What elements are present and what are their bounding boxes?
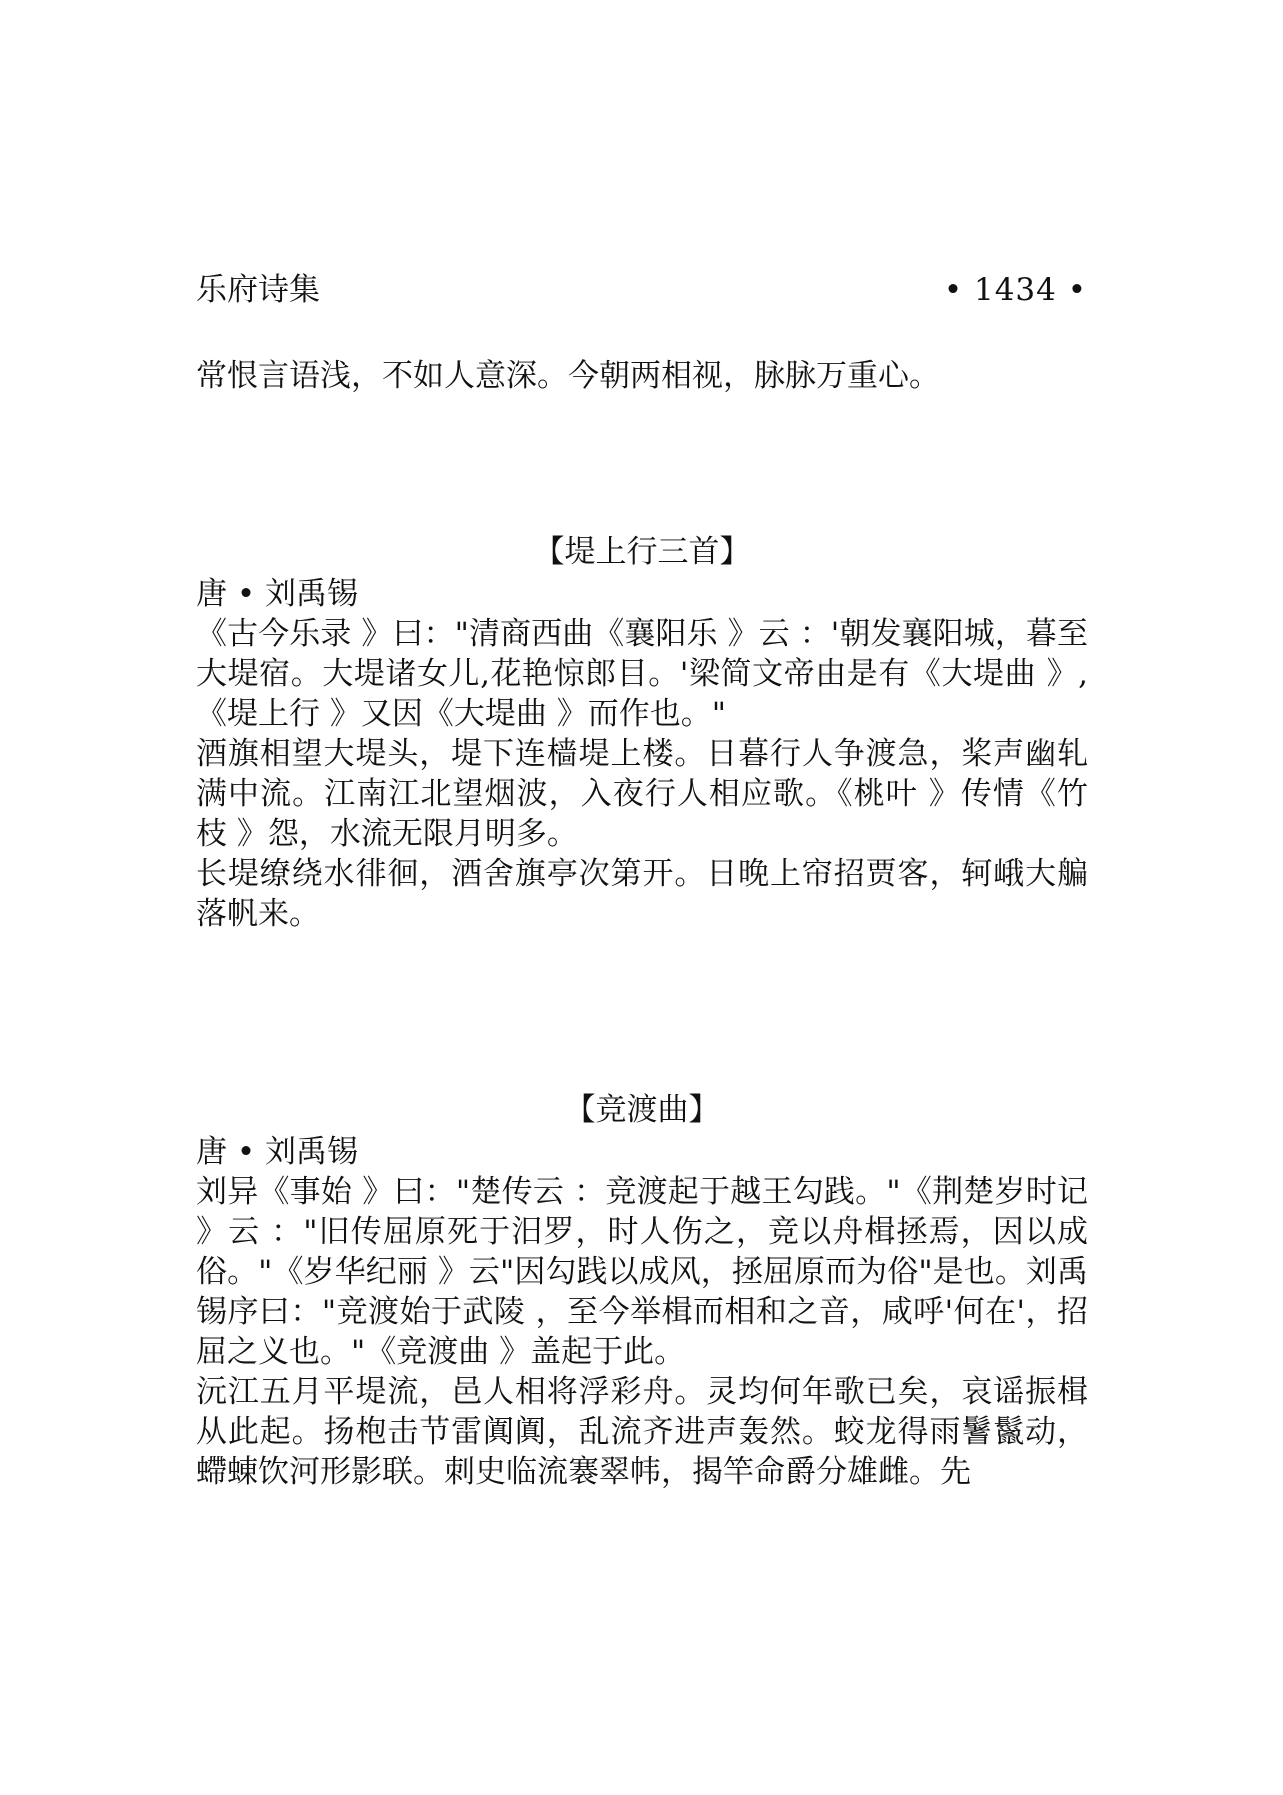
poem-paragraph: 酒旗相望大堤头，堤下连樯堤上楼。日暮行人争渡急，桨声幽轧满中流。江南江北望烟波，入夜行人相应歌。《桃叶 》传情《竹枝 》怨，水流无限月明多。 (196, 736, 1088, 852)
section-author: 唐 • 刘禹锡 (196, 576, 358, 612)
poem-paragraph: 长堤缭绕水徘徊，酒舍旗亭次第开。日晚上帘招贾客，轲峨大艑落帆来。 (196, 856, 1088, 932)
page-header (196, 268, 1087, 312)
intro-block (196, 356, 1088, 396)
section-jingduqu (196, 1088, 1088, 1492)
section-title: 【竞渡曲】 (564, 1092, 720, 1128)
section-dishangxing (196, 530, 1088, 934)
section-author: 唐 • 刘禹锡 (196, 1134, 358, 1170)
book-title: 乐府诗集 (196, 272, 320, 308)
preface-paragraph: 刘异《事始 》曰："楚传云 ：竞渡起于越王勾践。"《荆楚岁时记 》云 ："旧传屈原死于汨罗，时人伤之，竞以舟楫拯焉，因以成俗。"《岁华纪丽 》云"因勾践以成风，拯屈原而为俗"是也。刘禹锡序曰："竞渡始于武陵 ，至今举楫而相和之音，咸呼'何在'，招屈之义也。"《竞渡曲 》盖起于此。 (196, 1174, 1088, 1370)
intro-paragraph: 常恨言语浅，不如人意深。今朝两相视，脉脉万重心。 (196, 358, 940, 394)
poem-paragraph: 沅江五月平堤流，邑人相将浮彩舟。灵均何年歌已矣，哀谣振楫从此起。扬枹击节雷阗阗，乱流齐进声轰然。蛟龙得雨鬐鬣动，螮蝀饮河形影联。刺史临流褰翠帏，揭竿命爵分雄雌。先 (196, 1374, 1088, 1490)
preface-paragraph: 《古今乐录 》曰："清商西曲《襄阳乐 》云 ：'朝发襄阳城，暮至大堤宿。大堤诸女儿,花艳惊郎目。'梁简文帝由是有《大堤曲 》,《堤上行 》又因《大堤曲 》而作也。" (196, 616, 1088, 732)
page-number: • 1434 • (943, 272, 1087, 308)
section-title: 【堤上行三首】 (533, 534, 751, 570)
